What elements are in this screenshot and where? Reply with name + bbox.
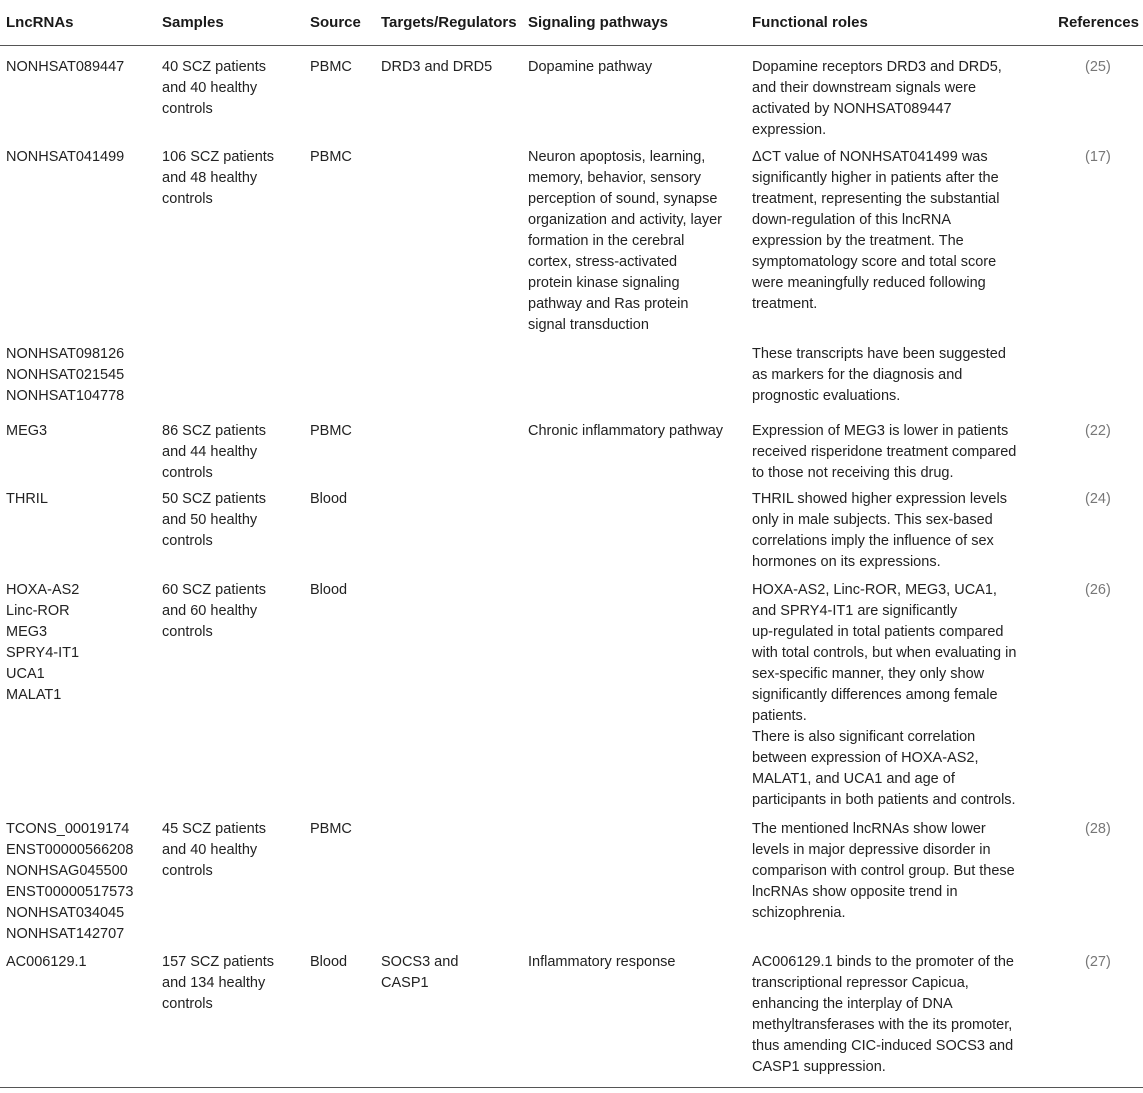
col-header-pathways: Signaling pathways [528,14,669,31]
cell-roles-line: thus amending CIC-induced SOCS3 and [752,1038,1014,1054]
cell-roles-line: hormones on its expressions. [752,554,941,570]
cell-pathways-line: organization and activity, layer [528,212,722,228]
cell-roles-line: ΔCT value of NONHSAT041499 was [752,149,988,165]
cell-samples-line: and 134 healthy [162,975,266,991]
cell-samples-line: and 60 healthy [162,603,258,619]
cell-pathways-line: protein kinase signaling [528,275,680,291]
cell-targets-line: SOCS3 and [381,954,459,970]
cell-roles-line: comparison with control group. But these [752,863,1015,879]
cell-samples-line: and 44 healthy [162,444,258,460]
cell-samples [162,952,274,1015]
cell-source-line: Blood [310,582,348,598]
cell-roles [752,952,1014,1078]
col-header-lncrnas: LncRNAs [6,14,74,31]
cell-reference: (28) [1085,821,1111,837]
cell-lncrnas-line: HOXA-AS2 [6,582,80,598]
cell-roles [752,57,1002,141]
cell-roles-line: correlations imply the influence of sex [752,533,994,549]
cell-roles-line: between expression of HOXA-AS2, [752,750,979,766]
cell-roles-line: were meaningfully reduced following [752,275,986,291]
cell-samples [162,147,274,210]
table-bottom-rule [0,1087,1143,1088]
cell-lncrnas-line: ENST00000517573 [6,884,134,900]
cell-roles-line: with total controls, but when evaluating in [752,645,1017,661]
cell-targets-line: CASP1 [381,975,429,991]
cell-lncrnas-line: NONHSAG045500 [6,863,128,879]
cell-samples [162,489,266,552]
cell-roles-line: methyltransferases with the its promoter, [752,1017,1013,1033]
cell-lncrnas [6,489,48,510]
cell-reference: (27) [1085,954,1111,970]
cell-source [310,489,347,510]
cell-source-line: PBMC [310,149,352,165]
cell-roles-line: activated by NONHSAT089447 [752,101,952,117]
cell-pathways-line: Dopamine pathway [528,59,653,75]
col-header-source: Source [310,14,361,31]
cell-roles-line: levels in major depressive disorder in [752,842,991,858]
cell-lncrnas-line: NONHSAT104778 [6,388,125,404]
cell-lncrnas-line: SPRY4-IT1 [6,645,80,661]
cell-samples [162,421,266,484]
cell-roles [752,489,1007,573]
cell-roles-line: AC006129.1 binds to the promoter of the [752,954,1014,970]
cell-roles-line: There is also significant correlation [752,729,976,745]
cell-source-line: PBMC [310,821,352,837]
cell-source [310,819,352,840]
cell-pathways-line: formation in the cerebral [528,233,685,249]
cell-roles-line: THRIL showed higher expression levels [752,491,1007,507]
cell-roles-line: up-regulated in total patients compared [752,624,1004,640]
cell-roles-line: The mentioned lncRNAs show lower [752,821,986,837]
cell-targets [381,952,458,994]
cell-roles-line: treatment, representing the substantial [752,191,1000,207]
cell-roles [752,344,1006,407]
cell-source [310,147,352,168]
cell-roles [752,580,1016,811]
cell-roles-line: MALAT1, and UCA1 and age of [752,771,955,787]
cell-lncrnas-line: NONHSAT142707 [6,926,125,942]
cell-source-line: PBMC [310,423,352,439]
cell-samples-line: and 50 healthy [162,512,258,528]
cell-lncrnas-line: NONHSAT098126 [6,346,125,362]
cell-lncrnas [6,819,133,945]
cell-lncrnas-line: UCA1 [6,666,45,682]
cell-lncrnas-line: NONHSAT089447 [6,59,125,75]
cell-pathways [528,57,652,78]
cell-lncrnas [6,580,79,706]
cell-pathways-line: Chronic inflammatory pathway [528,423,724,439]
cell-roles [752,819,1015,924]
cell-pathways-line: Inflammatory response [528,954,676,970]
cell-roles-line: Dopamine receptors DRD3 and DRD5, [752,59,1002,75]
cell-roles-line: symptomatology score and total score [752,254,997,270]
cell-pathways [528,147,722,336]
cell-roles-line: lncRNAs show opposite trend in [752,884,958,900]
cell-samples-line: 106 SCZ patients [162,149,275,165]
cell-source-line: Blood [310,491,348,507]
cell-roles-line: schizophrenia. [752,905,846,921]
cell-roles-line: and SPRY4-IT1 are significantly [752,603,958,619]
cell-samples-line: and 40 healthy [162,842,258,858]
cell-roles-line: only in male subjects. This sex-based [752,512,993,528]
cell-source-line: Blood [310,954,348,970]
cell-roles-line: treatment. [752,296,818,312]
cell-pathways-line: signal transduction [528,317,649,333]
cell-roles [752,147,999,315]
cell-source [310,952,347,973]
cell-lncrnas [6,57,124,78]
cell-samples-line: 45 SCZ patients [162,821,266,837]
cell-lncrnas-line: MEG3 [6,423,48,439]
cell-source [310,580,347,601]
cell-pathways-line: perception of sound, synapse [528,191,718,207]
cell-targets-line: DRD3 and DRD5 [381,59,493,75]
cell-lncrnas-line: MEG3 [6,624,48,640]
cell-roles-line: expression by the treatment. The [752,233,964,249]
col-header-targets: Targets/Regulators [381,14,517,31]
cell-roles-line: sex-specific manner, they only show [752,666,985,682]
cell-samples-line: controls [162,863,213,879]
cell-lncrnas-line: Linc-ROR [6,603,70,619]
cell-reference: (26) [1085,582,1111,598]
col-header-samples: Samples [162,14,224,31]
cell-pathways [528,952,675,973]
cell-lncrnas-line: NONHSAT034045 [6,905,125,921]
col-header-references: References [1058,14,1139,31]
cell-lncrnas [6,421,47,442]
cell-roles-line: prognostic evaluations. [752,388,901,404]
cell-samples-line: 60 SCZ patients [162,582,266,598]
cell-reference: (24) [1085,491,1111,507]
cell-samples [162,580,266,643]
cell-lncrnas [6,147,124,168]
cell-pathways [528,421,723,442]
cell-roles-line: patients. [752,708,807,724]
cell-samples-line: controls [162,996,213,1012]
cell-reference: (25) [1085,59,1111,75]
cell-roles-line: significantly differences among female [752,687,998,703]
cell-samples-line: and 48 healthy [162,170,258,186]
cell-lncrnas-line: MALAT1 [6,687,62,703]
cell-samples-line: controls [162,191,213,207]
col-header-roles: Functional roles [752,14,868,31]
header-divider [0,45,1143,46]
cell-pathways-line: memory, behavior, sensory [528,170,701,186]
cell-roles-line: as markers for the diagnosis and [752,367,963,383]
cell-lncrnas-line: NONHSAT021545 [6,367,125,383]
cell-lncrnas [6,952,87,973]
cell-samples [162,819,266,882]
cell-source [310,421,352,442]
cell-samples-line: 157 SCZ patients [162,954,275,970]
cell-roles-line: and their downstream signals were [752,80,977,96]
cell-roles-line: These transcripts have been suggested [752,346,1006,362]
cell-roles-line: to those not receiving this drug. [752,465,954,481]
cell-source-line: PBMC [310,59,352,75]
cell-samples-line: controls [162,101,213,117]
cell-samples-line: 40 SCZ patients [162,59,266,75]
cell-samples-line: 50 SCZ patients [162,491,266,507]
cell-roles-line: CASP1 suppression. [752,1059,886,1075]
cell-pathways-line: pathway and Ras protein [528,296,689,312]
cell-roles [752,421,1016,484]
cell-lncrnas-line: TCONS_00019174 [6,821,130,837]
cell-roles-line: transcriptional repressor Capicua, [752,975,969,991]
cell-roles-line: received risperidone treatment compared [752,444,1017,460]
cell-samples-line: and 40 healthy [162,80,258,96]
cell-roles-line: expression. [752,122,827,138]
cell-reference: (17) [1085,149,1111,165]
cell-lncrnas-line: THRIL [6,491,48,507]
cell-pathways-line: Neuron apoptosis, learning, [528,149,706,165]
cell-roles-line: Expression of MEG3 is lower in patients [752,423,1009,439]
cell-roles-line: down-regulation of this lncRNA [752,212,952,228]
cell-lncrnas-line: ENST00000566208 [6,842,134,858]
cell-samples-line: controls [162,624,213,640]
cell-lncrnas [6,344,124,407]
cell-source [310,57,352,78]
cell-lncrnas-line: NONHSAT041499 [6,149,125,165]
cell-lncrnas-line: AC006129.1 [6,954,87,970]
cell-roles-line: enhancing the interplay of DNA [752,996,953,1012]
cell-samples-line: controls [162,465,213,481]
cell-roles-line: HOXA-AS2, Linc-ROR, MEG3, UCA1, [752,582,997,598]
cell-reference: (22) [1085,423,1111,439]
cell-samples-line: 86 SCZ patients [162,423,266,439]
cell-targets [381,57,492,78]
cell-roles-line: participants in both patients and controls. [752,792,1016,808]
cell-samples-line: controls [162,533,213,549]
cell-samples [162,57,266,120]
cell-pathways-line: cortex, stress-activated [528,254,678,270]
cell-roles-line: significantly higher in patients after the [752,170,999,186]
